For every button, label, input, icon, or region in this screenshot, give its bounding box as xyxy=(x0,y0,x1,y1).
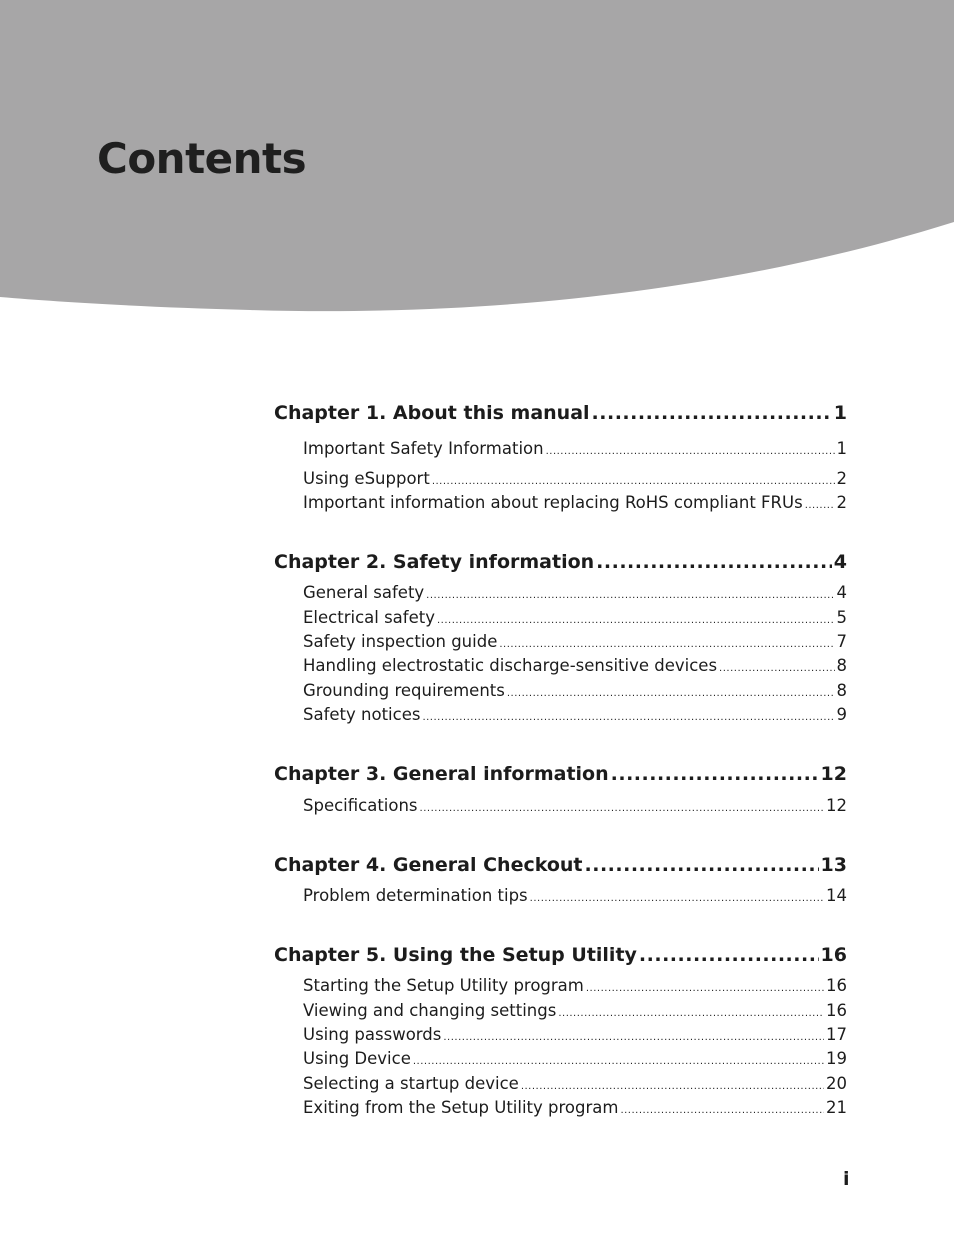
entry-title: Using passwords xyxy=(303,1025,442,1044)
toc-entry[interactable] xyxy=(303,493,847,512)
entry-title: Specifications xyxy=(303,796,418,815)
toc-chapter-5[interactable] xyxy=(274,944,847,966)
entry-page: 2 xyxy=(836,493,847,512)
leader-dots xyxy=(546,446,835,457)
entry-title: Handling electrostatic discharge-sensitive devices xyxy=(303,656,718,675)
toc-entry[interactable] xyxy=(303,608,847,627)
entry-page: 16 xyxy=(826,1001,847,1020)
chapter-title: Chapter 1. About this manual xyxy=(274,402,590,424)
leader-dots xyxy=(558,1008,824,1019)
entry-page: 14 xyxy=(826,886,847,905)
leader-dots xyxy=(422,712,834,723)
leader-dots xyxy=(432,476,835,487)
leader-dots xyxy=(620,1105,824,1116)
entry-title: Selecting a startup device xyxy=(303,1074,519,1093)
entry-title: Exiting from the Setup Utility program xyxy=(303,1098,619,1117)
toc-entry[interactable] xyxy=(303,1074,847,1093)
leader-dots xyxy=(426,590,834,601)
entry-page: 8 xyxy=(836,681,847,700)
leader-dots xyxy=(586,983,824,994)
entry-page: 9 xyxy=(836,705,847,724)
leader-dots xyxy=(585,854,819,876)
chapter-title: Chapter 2. Safety information xyxy=(274,551,595,573)
toc-chapter-1[interactable] xyxy=(274,402,847,424)
chapter-page: 16 xyxy=(820,944,847,966)
toc-entry[interactable] xyxy=(303,886,847,905)
toc-entry[interactable] xyxy=(303,1098,847,1117)
leader-dots xyxy=(443,1032,824,1043)
page-title: Contents xyxy=(97,134,307,183)
entry-title: Viewing and changing settings xyxy=(303,1001,557,1020)
toc-chapter-3[interactable] xyxy=(274,763,847,785)
toc-entry[interactable] xyxy=(303,1001,847,1020)
entry-title: Electrical safety xyxy=(303,608,435,627)
entry-page: 17 xyxy=(826,1025,847,1044)
chapter-page: 12 xyxy=(820,763,847,785)
toc-entry[interactable] xyxy=(303,705,847,724)
page-number: i xyxy=(843,1168,850,1190)
toc-entry[interactable] xyxy=(303,1049,847,1068)
toc-chapter-4[interactable] xyxy=(274,854,847,876)
chapter-title: Chapter 4. General Checkout xyxy=(274,854,583,876)
chapter-title: Chapter 3. General information xyxy=(274,763,609,785)
entry-title: Safety notices xyxy=(303,705,421,724)
entry-title: General safety xyxy=(303,583,425,602)
toc-entry[interactable] xyxy=(303,656,847,675)
chapter-title: Chapter 5. Using the Setup Utility xyxy=(274,944,637,966)
leader-dots xyxy=(719,663,834,674)
entry-title: Important information about replacing RoHS compliant FRUs xyxy=(303,493,803,512)
entry-title: Grounding requirements xyxy=(303,681,505,700)
leader-dots xyxy=(437,615,835,626)
entry-title: Starting the Setup Utility program xyxy=(303,976,584,995)
entry-page: 12 xyxy=(826,796,847,815)
toc-entry[interactable] xyxy=(303,796,847,815)
toc-entry[interactable] xyxy=(303,469,847,488)
entry-title: Using Device xyxy=(303,1049,411,1068)
leader-dots xyxy=(521,1081,824,1092)
chapter-page: 4 xyxy=(833,551,847,573)
entry-page: 4 xyxy=(836,583,847,602)
entry-page: 16 xyxy=(826,976,847,995)
entry-page: 21 xyxy=(826,1098,847,1117)
entry-page: 8 xyxy=(836,656,847,675)
leader-dots xyxy=(499,639,834,650)
leader-dots xyxy=(611,763,819,785)
entry-page: 19 xyxy=(826,1049,847,1068)
leader-dots xyxy=(413,1056,824,1067)
leader-dots xyxy=(592,402,832,424)
toc-entry[interactable] xyxy=(303,1025,847,1044)
leader-dots xyxy=(420,803,824,814)
entry-page: 7 xyxy=(836,632,847,651)
leader-dots xyxy=(805,500,835,511)
entry-title: Using eSupport xyxy=(303,469,430,488)
entry-title: Safety inspection guide xyxy=(303,632,498,651)
toc-entry[interactable] xyxy=(303,681,847,700)
entry-page: 20 xyxy=(826,1074,847,1093)
leader-dots xyxy=(507,688,835,699)
entry-title: Problem determination tips xyxy=(303,886,528,905)
toc-entry[interactable] xyxy=(303,583,847,602)
entry-page: 5 xyxy=(836,608,847,627)
toc-chapter-2[interactable] xyxy=(274,551,847,573)
toc-entry[interactable] xyxy=(303,632,847,651)
chapter-page: 13 xyxy=(820,854,847,876)
chapter-page: 1 xyxy=(833,402,847,424)
entry-page: 1 xyxy=(836,439,847,458)
toc-entry[interactable] xyxy=(303,439,847,458)
leader-dots xyxy=(639,944,819,966)
toc-entry[interactable] xyxy=(303,976,847,995)
entry-title: Important Safety Information xyxy=(303,439,544,458)
entry-page: 2 xyxy=(836,469,847,488)
leader-dots xyxy=(596,551,832,573)
leader-dots xyxy=(530,893,824,904)
